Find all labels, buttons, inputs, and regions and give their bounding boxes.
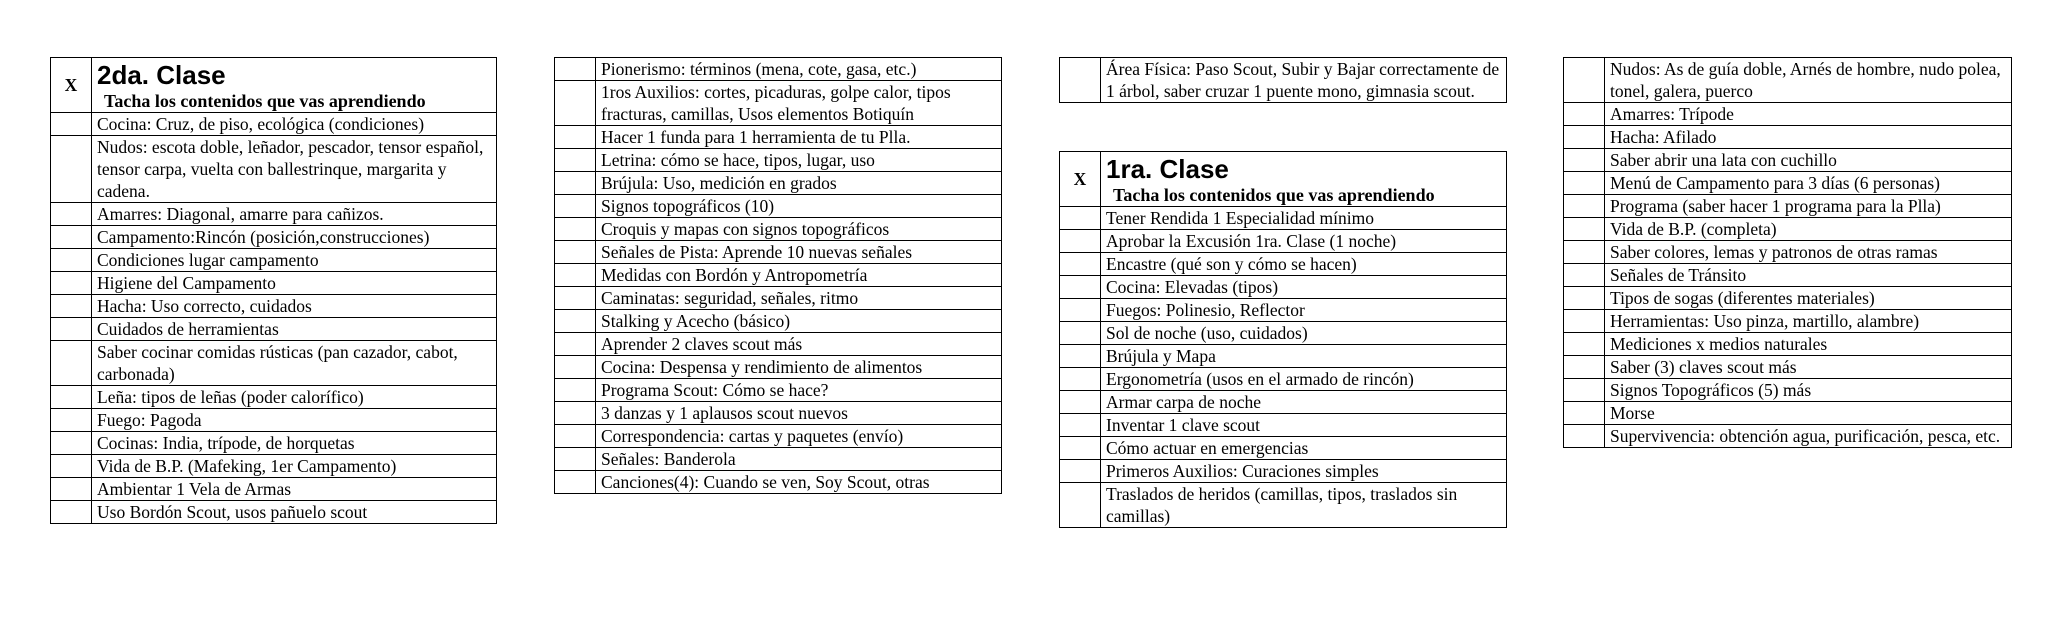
checklist-row [51, 501, 497, 524]
checklist-row [555, 81, 1002, 126]
checklist-item: Saber cocinar comidas rústicas (pan cazador, cabot, carbonada) [92, 341, 497, 386]
checklist-row [51, 272, 497, 295]
checkbox-cell[interactable] [1564, 195, 1605, 218]
checkbox-cell[interactable] [51, 341, 92, 386]
checklist-row [1060, 58, 1507, 103]
checklist-row [1060, 322, 1507, 345]
checklist-item: Mediciones x medios naturales [1605, 333, 2012, 356]
checklist-item: Ergonometría (usos en el armado de rincón) [1101, 368, 1507, 391]
checklist-item: Programa Scout: Cómo se hace? [596, 379, 1002, 402]
checkbox-cell[interactable] [51, 136, 92, 203]
checklist-row [1060, 414, 1507, 437]
checklist-row [1060, 391, 1507, 414]
checkbox-cell[interactable] [555, 425, 596, 448]
checklist-item: Cuidados de herramientas [92, 318, 497, 341]
checkbox-cell[interactable] [1564, 126, 1605, 149]
checklist-row [1564, 356, 2012, 379]
checklist-row [1564, 103, 2012, 126]
checklist-row [555, 172, 1002, 195]
checklist-item: Cocina: Elevadas (tipos) [1101, 276, 1507, 299]
checklist-row [51, 113, 497, 136]
table-area-fisica [1059, 57, 1507, 103]
checklist-item: Croquis y mapas con signos topográficos [596, 218, 1002, 241]
checklist-row [51, 136, 497, 203]
checkbox-cell[interactable] [1060, 414, 1101, 437]
checklist-item: Letrina: cómo se hace, tipos, lugar, uso [596, 149, 1002, 172]
checkbox-cell[interactable] [555, 379, 596, 402]
checkbox-cell[interactable] [51, 203, 92, 226]
checklist-row [1564, 218, 2012, 241]
checkbox-cell[interactable] [1564, 149, 1605, 172]
checkbox-cell[interactable] [555, 126, 596, 149]
checklist-item: Cocinas: India, trípode, de horquetas [92, 432, 497, 455]
checkbox-cell[interactable] [51, 432, 92, 455]
checklist-row [1564, 264, 2012, 287]
checkbox-cell[interactable] [1060, 207, 1101, 230]
checkbox-cell[interactable] [555, 58, 596, 81]
checklist-row [1564, 310, 2012, 333]
table-2da-clase-continued [554, 57, 1002, 494]
checklist-item: Vida de B.P. (completa) [1605, 218, 2012, 241]
checklist-row [51, 386, 497, 409]
checkbox-cell[interactable] [1060, 460, 1101, 483]
checkbox-cell[interactable] [1564, 425, 1605, 448]
checklist-item: Aprender 2 claves scout más [596, 333, 1002, 356]
checkbox-cell[interactable] [1060, 58, 1101, 103]
x-column-label: X [51, 58, 92, 113]
checkbox-cell[interactable] [1564, 310, 1605, 333]
checkbox-cell[interactable] [555, 471, 596, 494]
checkbox-cell[interactable] [555, 241, 596, 264]
checkbox-cell[interactable] [51, 295, 92, 318]
checkbox-cell[interactable] [1564, 356, 1605, 379]
checkbox-cell[interactable] [1564, 58, 1605, 103]
class-title: 1ra. Clase [1106, 154, 1229, 184]
checklist-item: Hacha: Uso correcto, cuidados [92, 295, 497, 318]
checkbox-cell[interactable] [1564, 218, 1605, 241]
checkbox-cell[interactable] [1060, 230, 1101, 253]
checklist-row [1060, 368, 1507, 391]
checklist-item: Fuegos: Polinesio, Reflector [1101, 299, 1507, 322]
checklist-item: Canciones(4): Cuando se ven, Soy Scout, otras [596, 471, 1002, 494]
checklist-item: Pionerismo: términos (mena, cote, gasa, etc.) [596, 58, 1002, 81]
checklist-item: Condiciones lugar campamento [92, 249, 497, 272]
checklist-item: Tipos de sogas (diferentes materiales) [1605, 287, 2012, 310]
checkbox-cell[interactable] [1564, 264, 1605, 287]
checklist-row [51, 226, 497, 249]
checklist-item: Brújula y Mapa [1101, 345, 1507, 368]
checkbox-cell[interactable] [1060, 437, 1101, 460]
x-column-label: X [1060, 152, 1101, 207]
checklist-item: Higiene del Campamento [92, 272, 497, 295]
checklist-row [1060, 253, 1507, 276]
checklist-row [1564, 425, 2012, 448]
checklist-row [1564, 126, 2012, 149]
checkbox-cell[interactable] [1564, 241, 1605, 264]
checklist-item: Saber (3) claves scout más [1605, 356, 2012, 379]
checklist-item: Nudos: escota doble, leñador, pescador, tensor español, tensor carpa, vuelta con ballestrinque, margarita y cadena. [92, 136, 497, 203]
checklist-row [1564, 333, 2012, 356]
checkbox-cell[interactable] [51, 272, 92, 295]
checkbox-cell[interactable] [1564, 287, 1605, 310]
checklist-item: Correspondencia: cartas y paquetes (envío) [596, 425, 1002, 448]
checklist-item: Señales de Pista: Aprende 10 nuevas señales [596, 241, 1002, 264]
checklist-item: Armar carpa de noche [1101, 391, 1507, 414]
checklist-item: Cocina: Cruz, de piso, ecológica (condiciones) [92, 113, 497, 136]
checkbox-cell[interactable] [1564, 379, 1605, 402]
checklist-item: Señales: Banderola [596, 448, 1002, 471]
checklist-item: Vida de B.P. (Mafeking, 1er Campamento) [92, 455, 497, 478]
checklist-row [1060, 437, 1507, 460]
checklist-row [1564, 402, 2012, 425]
checklist-item: Área Física: Paso Scout, Subir y Bajar correctamente de 1 árbol, saber cruzar 1 puente mono, gimnasia scout. [1101, 58, 1507, 103]
checkbox-cell[interactable] [1564, 333, 1605, 356]
checklist-item: Supervivencia: obtención agua, purificación, pesca, etc. [1605, 425, 2012, 448]
checklist-row [51, 341, 497, 386]
checklist-row [1060, 276, 1507, 299]
checklist-row [1564, 172, 2012, 195]
checklist-item: Nudos: As de guía doble, Arnés de hombre, nudo polea, tonel, galera, puerco [1605, 58, 2012, 103]
checklist-row [1060, 345, 1507, 368]
checklist-item: 1ros Auxilios: cortes, picaduras, golpe calor, tipos fracturas, camillas, Usos elementos Botiquín [596, 81, 1002, 126]
checkbox-cell[interactable] [555, 149, 596, 172]
checklist-item: Campamento:Rincón (posición,construcciones) [92, 226, 497, 249]
checkbox-cell[interactable] [555, 264, 596, 287]
checklist-row [555, 425, 1002, 448]
checklist-row [1060, 299, 1507, 322]
checkbox-cell[interactable] [1060, 391, 1101, 414]
checklist-row [555, 310, 1002, 333]
checklist-row [1564, 241, 2012, 264]
checklist-row [555, 126, 1002, 149]
checklist-row [555, 402, 1002, 425]
table-2da-clase [50, 57, 497, 524]
checklist-item: 3 danzas y 1 aplausos scout nuevos [596, 402, 1002, 425]
checklist-row [555, 287, 1002, 310]
checklist-item: Amarres: Diagonal, amarre para cañizos. [92, 203, 497, 226]
checklist-row [555, 356, 1002, 379]
checklist-row [51, 455, 497, 478]
checklist-row [555, 195, 1002, 218]
checkbox-cell[interactable] [51, 455, 92, 478]
checkbox-cell[interactable] [555, 81, 596, 126]
checklist-row [51, 318, 497, 341]
checklist-row [51, 432, 497, 455]
checklist-row [555, 471, 1002, 494]
checklist-row [51, 249, 497, 272]
checkbox-cell[interactable] [1564, 103, 1605, 126]
checklist-item: Leña: tipos de leñas (poder calorífico) [92, 386, 497, 409]
checklist-row [1564, 195, 2012, 218]
checkbox-cell[interactable] [1060, 299, 1101, 322]
checklist-row [555, 218, 1002, 241]
checkbox-cell[interactable] [51, 113, 92, 136]
checklist-row [555, 241, 1002, 264]
checkbox-cell[interactable] [555, 356, 596, 379]
checklist-item: Señales de Tránsito [1605, 264, 2012, 287]
checklist-item: Traslados de heridos (camillas, tipos, traslados sin camillas) [1101, 483, 1507, 528]
instruction-text: Tacha los contenidos que vas aprendiendo [1113, 185, 1435, 205]
checklist-row [1564, 379, 2012, 402]
checklist-item: Amarres: Trípode [1605, 103, 2012, 126]
class-title: 2da. Clase [97, 60, 226, 90]
checkbox-cell[interactable] [555, 333, 596, 356]
checkbox-cell[interactable] [555, 172, 596, 195]
table-header [92, 58, 497, 113]
checkbox-cell[interactable] [51, 386, 92, 409]
checkbox-cell[interactable] [1060, 322, 1101, 345]
checklist-item: Aprobar la Excusión 1ra. Clase (1 noche) [1101, 230, 1507, 253]
checklist-row [1060, 207, 1507, 230]
checklist-row [1060, 460, 1507, 483]
checklist-row [555, 333, 1002, 356]
checklist-item: Caminatas: seguridad, señales, ritmo [596, 287, 1002, 310]
checklist-row [51, 409, 497, 432]
table-1ra-clase [1059, 151, 1507, 528]
checklist-row [555, 58, 1002, 81]
instruction-text: Tacha los contenidos que vas aprendiendo [104, 91, 426, 111]
checklist-item: Primeros Auxilios: Curaciones simples [1101, 460, 1507, 483]
checklist-item: Tener Rendida 1 Especialidad mínimo [1101, 207, 1507, 230]
checklist-row [555, 448, 1002, 471]
checkbox-cell[interactable] [555, 287, 596, 310]
checkbox-cell[interactable] [1060, 368, 1101, 391]
checkbox-cell[interactable] [51, 409, 92, 432]
checklist-item: Stalking y Acecho (básico) [596, 310, 1002, 333]
checklist-item: Brújula: Uso, medición en grados [596, 172, 1002, 195]
checklist-row [555, 264, 1002, 287]
checklist-item: Morse [1605, 402, 2012, 425]
table-header [1101, 152, 1507, 207]
checklist-row [1564, 149, 2012, 172]
checklist-item: Uso Bordón Scout, usos pañuelo scout [92, 501, 497, 524]
checklist-item: Ambientar 1 Vela de Armas [92, 478, 497, 501]
checklist-row [1060, 483, 1507, 528]
checkbox-cell[interactable] [1060, 483, 1101, 528]
checkbox-cell[interactable] [1564, 172, 1605, 195]
checklist-item: Programa (saber hacer 1 programa para la Plla) [1605, 195, 2012, 218]
checklist-row [555, 149, 1002, 172]
checklist-item: Signos Topográficos (5) más [1605, 379, 2012, 402]
checklist-row [51, 478, 497, 501]
checklist-row [1564, 287, 2012, 310]
checklist-row [51, 295, 497, 318]
checkbox-cell[interactable] [555, 310, 596, 333]
checkbox-cell[interactable] [51, 249, 92, 272]
checklist-item: Saber abrir una lata con cuchillo [1605, 149, 2012, 172]
table-header-row [51, 58, 497, 113]
checkbox-cell[interactable] [1060, 276, 1101, 299]
checklist-item: Medidas con Bordón y Antropometría [596, 264, 1002, 287]
checkbox-cell[interactable] [51, 478, 92, 501]
checklist-item: Sol de noche (uso, cuidados) [1101, 322, 1507, 345]
checklist-item: Signos topográficos (10) [596, 195, 1002, 218]
checkbox-cell[interactable] [51, 226, 92, 249]
checkbox-cell[interactable] [1564, 402, 1605, 425]
table-1ra-clase-continued [1563, 57, 2012, 448]
checklist-row [51, 203, 497, 226]
checkbox-cell[interactable] [555, 195, 596, 218]
checkbox-cell[interactable] [555, 218, 596, 241]
checklist-item: Saber colores, lemas y patronos de otras ramas [1605, 241, 2012, 264]
checkbox-cell[interactable] [555, 448, 596, 471]
checklist-item: Hacer 1 funda para 1 herramienta de tu Plla. [596, 126, 1002, 149]
checklist-item: Herramientas: Uso pinza, martillo, alambre) [1605, 310, 2012, 333]
checkbox-cell[interactable] [51, 501, 92, 524]
checklist-item: Encastre (qué son y cómo se hacen) [1101, 253, 1507, 276]
checklist-item: Fuego: Pagoda [92, 409, 497, 432]
checklist-row [1564, 58, 2012, 103]
checkbox-cell[interactable] [51, 318, 92, 341]
table-header-row [1060, 152, 1507, 207]
checklist-row [1060, 230, 1507, 253]
checklist-item: Hacha: Afilado [1605, 126, 2012, 149]
checkbox-cell[interactable] [1060, 345, 1101, 368]
checklist-item: Cómo actuar en emergencias [1101, 437, 1507, 460]
checklist-item: Cocina: Despensa y rendimiento de alimentos [596, 356, 1002, 379]
checkbox-cell[interactable] [1060, 253, 1101, 276]
checklist-item: Menú de Campamento para 3 días (6 personas) [1605, 172, 2012, 195]
checklist-item: Inventar 1 clave scout [1101, 414, 1507, 437]
checklist-row [555, 379, 1002, 402]
checkbox-cell[interactable] [555, 402, 596, 425]
